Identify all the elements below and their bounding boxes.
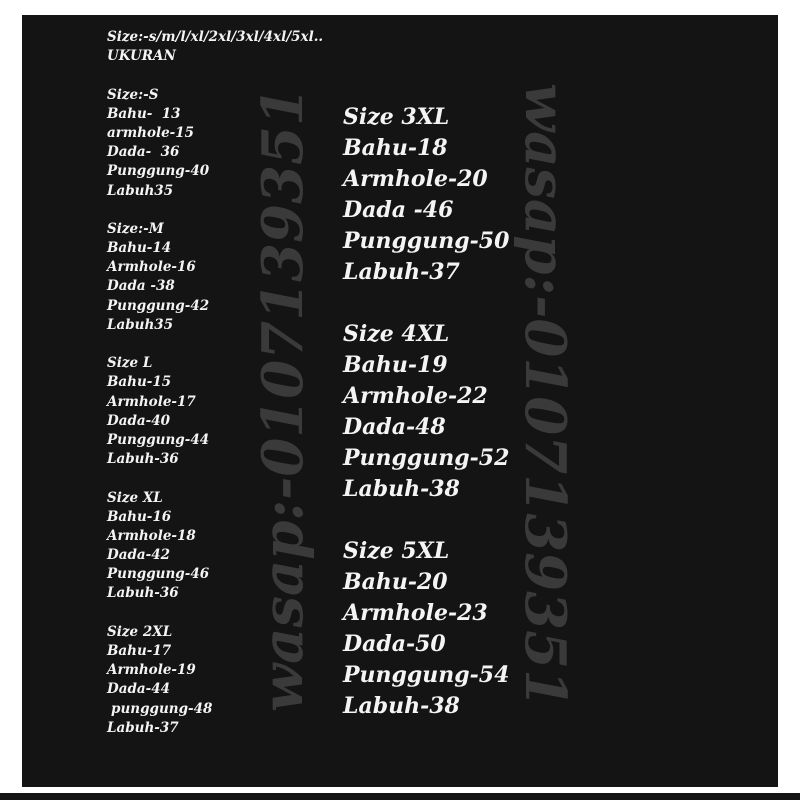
measurement-armhole: Armhole-20 (343, 165, 488, 192)
watermark-left: wasap:-0107139351 (250, 87, 316, 713)
measurement-dada: Dada-42 (107, 547, 171, 564)
measurement-bahu: Bahu-17 (107, 643, 172, 659)
measurement-bahu: Bahu-20 (343, 568, 448, 595)
measurement-labuh: Labuh35 (107, 182, 174, 199)
measurement-armhole: Armhole-22 (343, 382, 488, 409)
measurement-punggung: Punggung-44 (107, 431, 210, 448)
measurement-labuh: Labuh-36 (107, 585, 179, 602)
size-chart-panel (22, 15, 778, 787)
measurement-bahu: Bahu-19 (343, 351, 448, 378)
measurement-punggung: punggung-48 (111, 700, 213, 717)
size-group-xl (107, 489, 323, 604)
measurement-punggung: Punggung-42 (107, 297, 210, 314)
measurement-dada: Dada- 36 (107, 144, 180, 161)
size-label: Size:-S (107, 86, 159, 103)
measurement-labuh: Labuh-38 (343, 475, 460, 502)
measurement-bahu: Bahu-18 (343, 134, 448, 161)
chart-title: UKURAN (107, 48, 176, 65)
size-group-5xl (343, 536, 509, 722)
measurement-armhole: armhole-15 (107, 124, 195, 141)
bottom-strip (0, 793, 800, 800)
sizes-line: Size:-s/m/l/xl/2xl/3xl/4xl/5xl.. (107, 29, 324, 45)
measurement-punggung: Punggung-46 (107, 566, 210, 583)
measurement-dada: Dada-48 (343, 413, 446, 440)
size-label: Size 3XL (343, 103, 450, 130)
size-label: Size 2XL (107, 623, 173, 640)
measurement-dada: Dada -46 (343, 196, 454, 223)
measurement-dada: Dada -38 (107, 278, 175, 295)
measurement-labuh: Labuh-38 (343, 692, 460, 719)
measurement-armhole: Armhole-16 (107, 259, 196, 276)
size-label: Size 4XL (343, 320, 450, 347)
measurement-bahu: Bahu-14 (107, 240, 172, 257)
measurement-armhole: Armhole-23 (343, 599, 488, 626)
size-group-m (107, 220, 323, 335)
measurement-punggung: Punggung-50 (343, 227, 510, 254)
measurement-dada: Dada-44 (107, 681, 171, 698)
measurement-labuh: Labuh-37 (343, 258, 460, 285)
measurement-bahu: Bahu-15 (107, 374, 172, 391)
size-group-l (107, 354, 323, 469)
measurement-dada: Dada-40 (107, 412, 171, 429)
size-group-2xl (107, 623, 323, 738)
size-group-4xl (343, 319, 509, 505)
watermark-right: wasap:-0107139351 (512, 83, 578, 709)
measurement-punggung: Punggung-40 (107, 163, 210, 180)
measurement-punggung: Punggung-54 (343, 661, 510, 688)
measurement-dada: Dada-50 (343, 630, 446, 657)
measurement-labuh: Labuh-36 (107, 451, 179, 468)
left-size-column (107, 28, 323, 738)
measurement-armhole: Armhole-19 (107, 662, 196, 679)
measurement-bahu: Bahu- 13 (107, 105, 181, 122)
measurement-armhole: Armhole-17 (107, 393, 196, 410)
measurement-armhole: Armhole-18 (107, 527, 196, 544)
measurement-bahu: Bahu-16 (107, 508, 172, 525)
measurement-labuh: Labuh-37 (107, 719, 179, 736)
right-size-column (343, 102, 509, 722)
size-label: Size L (107, 355, 153, 372)
size-group-s (107, 86, 323, 201)
measurement-punggung: Punggung-52 (343, 444, 510, 471)
size-label: Size 5XL (343, 537, 450, 564)
size-label: Size XL (107, 489, 163, 506)
size-group-3xl (343, 102, 509, 288)
size-label: Size:-M (107, 220, 164, 237)
measurement-labuh: Labuh35 (107, 316, 174, 333)
